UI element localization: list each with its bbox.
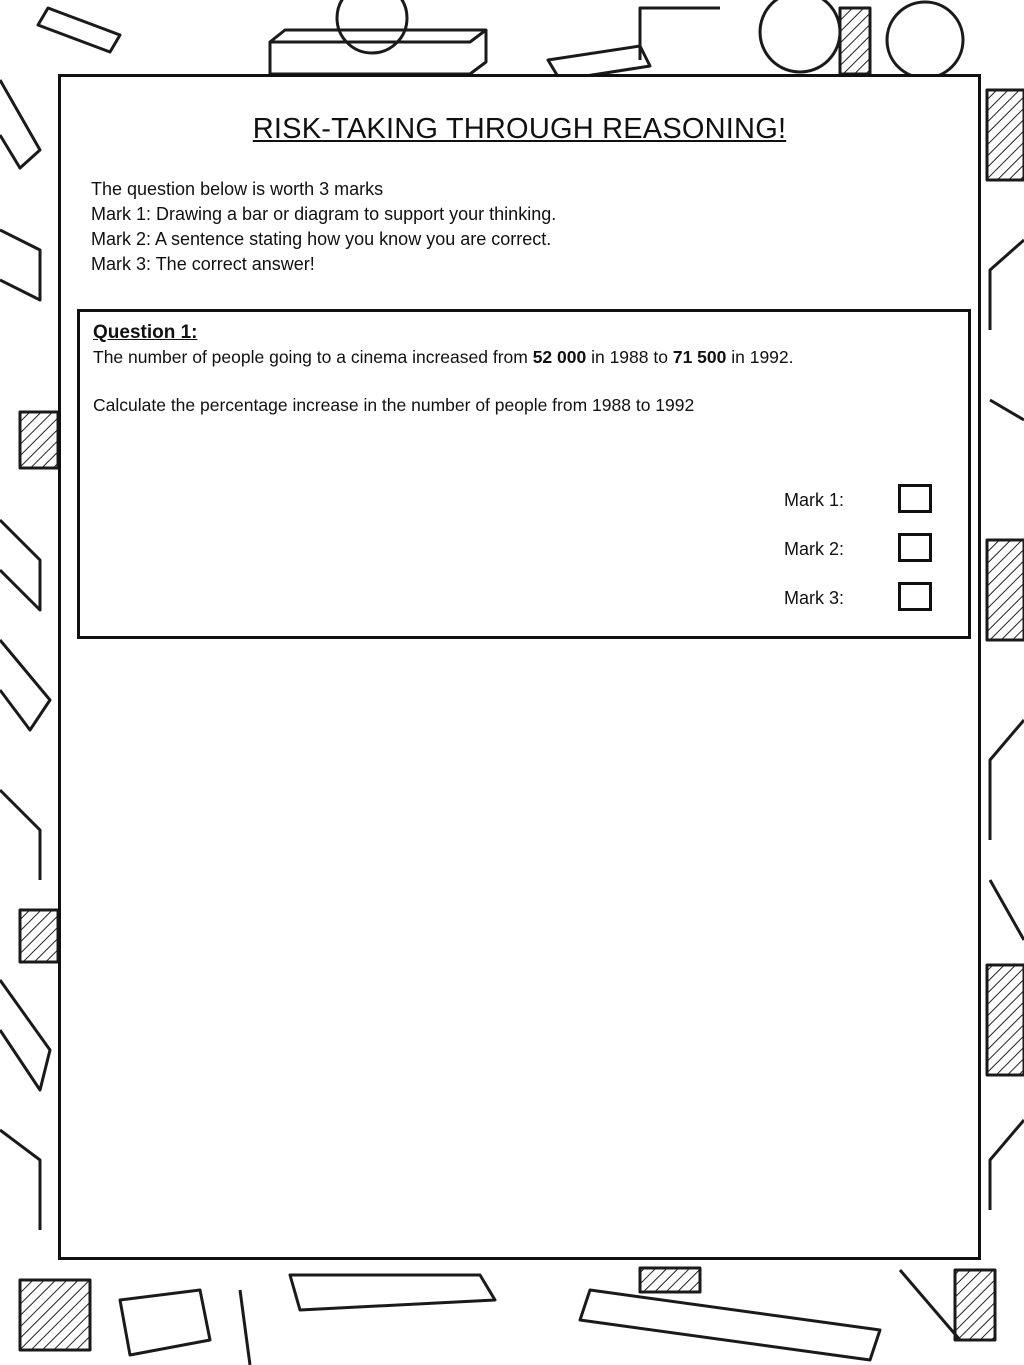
value-1988: 52 000: [532, 347, 587, 367]
mark-label: Mark 2:: [784, 539, 845, 559]
question-text: [93, 347, 794, 368]
marking-instructions: [91, 177, 556, 277]
instruction-line: Mark 3: The correct answer!: [91, 254, 315, 274]
mark-2-checkbox[interactable]: [898, 533, 932, 562]
instruction-line: Mark 2: A sentence stating how you know you are correct.: [91, 229, 552, 249]
value-1992: 71 500: [672, 347, 727, 367]
worksheet-panel: [58, 74, 981, 1260]
question-task: Calculate the percentage increase in the number of people from 1988 to 1992: [93, 395, 695, 415]
mark-1-checkbox[interactable]: [898, 484, 932, 513]
instruction-line: The question below is worth 3 marks: [91, 179, 384, 199]
question-text-part: The number of people going to a cinema increased from: [93, 347, 533, 367]
instruction-line: Mark 1: Drawing a bar or diagram to support your thinking.: [91, 204, 557, 224]
question-heading: Question 1:: [93, 322, 198, 343]
question-box: [77, 309, 971, 639]
question-text-part: in 1992.: [726, 347, 794, 367]
mark-row-2: [784, 533, 944, 567]
mark-label: Mark 3:: [784, 588, 845, 608]
question-text-part: in 1988 to: [586, 347, 673, 367]
mark-3-checkbox[interactable]: [898, 582, 932, 611]
mark-row-1: [784, 484, 944, 518]
mark-label: Mark 1:: [784, 490, 845, 510]
worksheet-title: RISK-TAKING THROUGH REASONING!: [252, 113, 787, 145]
mark-row-3: [784, 582, 944, 616]
